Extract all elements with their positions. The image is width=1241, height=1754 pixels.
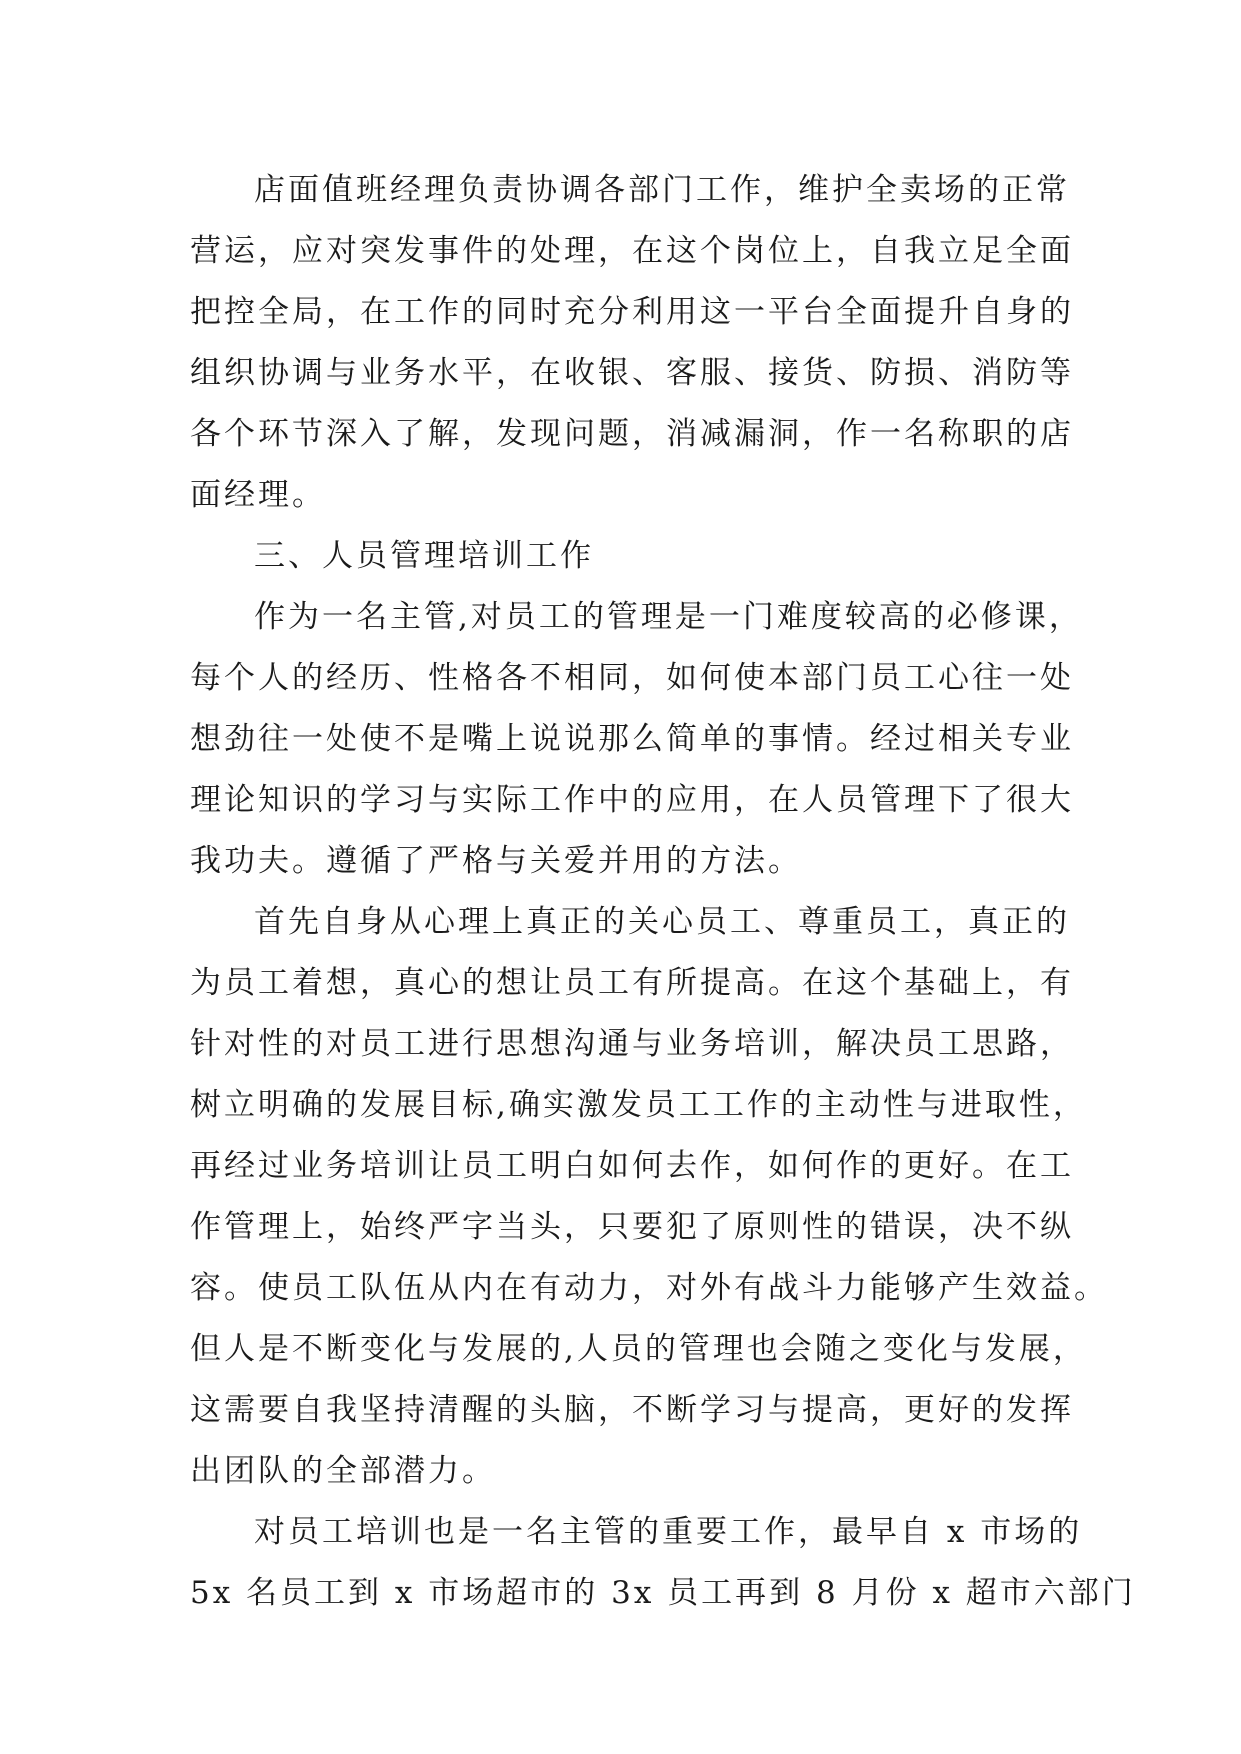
text-line: 5x 名员工到 x 市场超市的 3x 员工再到 8 月份 x 超市六部门	[190, 1575, 1136, 1611]
text-line: 树立明确的发展目标,确实激发员工工作的主动性与进取性，	[190, 1087, 1087, 1123]
text-line: 我功夫。遵循了严格与关爱并用的方法。	[190, 843, 802, 879]
text-line: 面经理。	[190, 477, 326, 513]
text-line: 营运，应对突发事件的处理，在这个岗位上，自我立足全面	[190, 233, 1074, 269]
text-line: 组织协调与业务水平，在收银、客服、接货、防损、消防等	[190, 355, 1074, 391]
text-line: 首先自身从心理上真正的关心员工、尊重员工，真正的	[254, 904, 1070, 940]
text-line: 各个环节深入了解，发现问题，消减漏洞，作一名称职的店	[190, 416, 1074, 452]
text-line: 理论知识的学习与实际工作中的应用，在人员管理下了很大	[190, 782, 1074, 818]
text-line: 对员工培训也是一名主管的重要工作，最早自 x 市场的	[254, 1514, 1083, 1550]
section-heading: 三、人员管理培训工作	[254, 538, 594, 574]
text-line: 再经过业务培训让员工明白如何去作，如何作的更好。在工	[190, 1148, 1074, 1184]
text-line: 作为一名主管,对员工的管理是一门难度较高的必修课，	[254, 599, 1083, 635]
text-line: 每个人的经历、性格各不相同，如何使本部门员工心往一处	[190, 660, 1074, 696]
text-line: 容。使员工队伍从内在有动力，对外有战斗力能够产生效益。	[190, 1270, 1108, 1306]
text-line: 出团队的全部潜力。	[190, 1453, 496, 1489]
text-line: 把控全局，在工作的同时充分利用这一平台全面提升自身的	[190, 294, 1074, 330]
text-line: 针对性的对员工进行思想沟通与业务培训，解决员工思路，	[190, 1026, 1074, 1062]
text-line: 为员工着想，真心的想让员工有所提高。在这个基础上，有	[190, 965, 1074, 1001]
text-line: 但人是不断变化与发展的,人员的管理也会随之变化与发展，	[190, 1331, 1087, 1367]
text-line: 作管理上，始终严字当头，只要犯了原则性的错误，决不纵	[190, 1209, 1074, 1245]
text-line: 想劲往一处使不是嘴上说说那么简单的事情。经过相关专业	[190, 721, 1074, 757]
text-line: 店面值班经理负责协调各部门工作，维护全卖场的正常	[254, 172, 1070, 208]
document-body	[190, 160, 1136, 1624]
text-line: 这需要自我坚持清醒的头脑，不断学习与提高，更好的发挥	[190, 1392, 1074, 1428]
